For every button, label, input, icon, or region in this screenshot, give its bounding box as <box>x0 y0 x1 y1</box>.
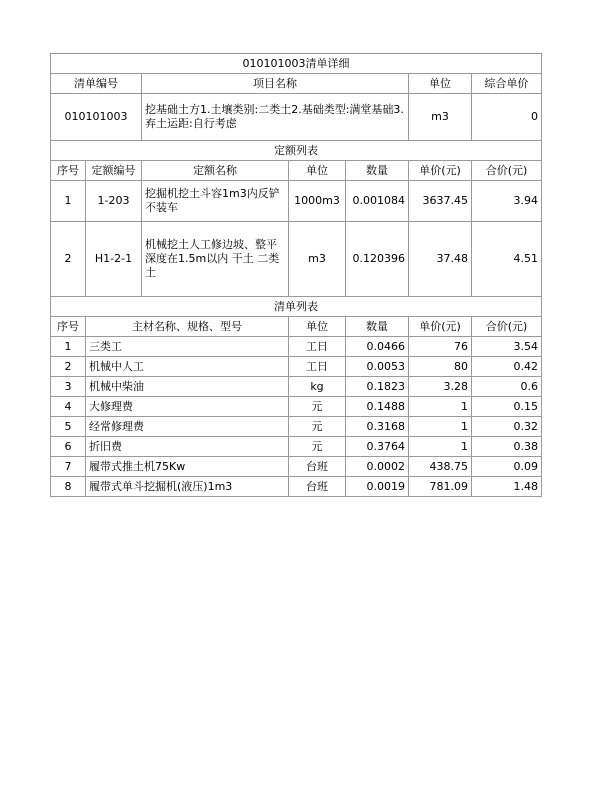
list-row <box>51 337 542 357</box>
list-col-total: 合价(元) <box>472 317 542 337</box>
quota-row <box>51 181 542 222</box>
item-row <box>51 94 542 141</box>
list-total: 0.42 <box>472 357 542 377</box>
quota-price: 37.48 <box>409 222 472 297</box>
list-no: 1 <box>51 337 86 357</box>
list-section-title: 清单列表 <box>51 297 542 317</box>
list-no: 4 <box>51 397 86 417</box>
header-item-name: 项目名称 <box>142 74 409 94</box>
list-no: 6 <box>51 437 86 457</box>
list-qty: 0.0019 <box>346 477 409 497</box>
quota-col-name: 定额名称 <box>142 161 289 181</box>
quota-col-total: 合价(元) <box>472 161 542 181</box>
list-col-name: 主材名称、规格、型号 <box>86 317 289 337</box>
quota-section-title: 定额列表 <box>51 141 542 161</box>
list-row <box>51 477 542 497</box>
item-unit: m3 <box>409 94 472 141</box>
quota-total: 3.94 <box>472 181 542 222</box>
list-qty: 0.0466 <box>346 337 409 357</box>
quota-unit: m3 <box>289 222 346 297</box>
list-body <box>51 337 542 497</box>
list-name: 大修理费 <box>86 397 289 417</box>
header-unit: 单位 <box>409 74 472 94</box>
quota-row <box>51 222 542 297</box>
list-unit: 工日 <box>289 357 346 377</box>
list-no: 8 <box>51 477 86 497</box>
list-unit: 台班 <box>289 477 346 497</box>
list-price: 80 <box>409 357 472 377</box>
list-unit: 元 <box>289 397 346 417</box>
quota-code: 1-203 <box>86 181 142 222</box>
list-row <box>51 457 542 477</box>
quota-qty: 0.120396 <box>346 222 409 297</box>
list-name: 机械中人工 <box>86 357 289 377</box>
quota-price: 3637.45 <box>409 181 472 222</box>
list-name: 三类工 <box>86 337 289 357</box>
quota-name: 机械挖土人工修边坡、整平 深度在1.5m以内 干土 二类土 <box>142 222 289 297</box>
quota-col-code: 定额编号 <box>86 161 142 181</box>
list-col-qty: 数量 <box>346 317 409 337</box>
list-total: 3.54 <box>472 337 542 357</box>
quota-qty: 0.001084 <box>346 181 409 222</box>
list-qty: 0.1488 <box>346 397 409 417</box>
list-price: 3.28 <box>409 377 472 397</box>
quota-col-price: 单价(元) <box>409 161 472 181</box>
list-price: 1 <box>409 437 472 457</box>
list-name: 折旧费 <box>86 437 289 457</box>
list-total: 0.09 <box>472 457 542 477</box>
item-price: 0 <box>472 94 542 141</box>
list-total: 0.32 <box>472 417 542 437</box>
header-unit-price: 综合单价 <box>472 74 542 94</box>
list-col-unit: 单位 <box>289 317 346 337</box>
list-total: 1.48 <box>472 477 542 497</box>
item-code: 010101003 <box>51 94 142 141</box>
item-header-row <box>51 74 542 94</box>
item-name: 挖基础土方1.土壤类别:二类土2.基础类型:满堂基础3.弃土运距:自行考虑 <box>142 94 409 141</box>
quota-col-no: 序号 <box>51 161 86 181</box>
list-name: 履带式推土机75Kw <box>86 457 289 477</box>
list-qty: 0.3168 <box>346 417 409 437</box>
list-unit: 元 <box>289 417 346 437</box>
list-price: 76 <box>409 337 472 357</box>
list-name: 履带式单斗挖掘机(液压)1m3 <box>86 477 289 497</box>
list-name: 经常修理费 <box>86 417 289 437</box>
list-total: 0.6 <box>472 377 542 397</box>
list-row <box>51 377 542 397</box>
list-col-price: 单价(元) <box>409 317 472 337</box>
list-no: 2 <box>51 357 86 377</box>
quota-no: 1 <box>51 181 86 222</box>
bill-detail-table <box>50 53 542 497</box>
list-no: 7 <box>51 457 86 477</box>
list-row <box>51 397 542 417</box>
list-header-row <box>51 317 542 337</box>
list-qty: 0.3764 <box>346 437 409 457</box>
list-price: 1 <box>409 397 472 417</box>
list-no: 3 <box>51 377 86 397</box>
list-price: 781.09 <box>409 477 472 497</box>
list-col-no: 序号 <box>51 317 86 337</box>
quota-no: 2 <box>51 222 86 297</box>
list-unit: 元 <box>289 437 346 457</box>
list-row <box>51 437 542 457</box>
quota-col-unit: 单位 <box>289 161 346 181</box>
quota-header-row <box>51 161 542 181</box>
list-total: 0.38 <box>472 437 542 457</box>
list-qty: 0.0002 <box>346 457 409 477</box>
list-name: 机械中柴油 <box>86 377 289 397</box>
quota-col-qty: 数量 <box>346 161 409 181</box>
list-unit: 台班 <box>289 457 346 477</box>
list-row <box>51 417 542 437</box>
list-price: 438.75 <box>409 457 472 477</box>
header-code: 清单编号 <box>51 74 142 94</box>
list-qty: 0.1823 <box>346 377 409 397</box>
list-unit: kg <box>289 377 346 397</box>
quota-unit: 1000m3 <box>289 181 346 222</box>
list-total: 0.15 <box>472 397 542 417</box>
sheet-title: 010101003清单详细 <box>51 54 542 74</box>
list-unit: 工日 <box>289 337 346 357</box>
list-row <box>51 357 542 377</box>
list-price: 1 <box>409 417 472 437</box>
quota-name: 挖掘机挖土斗容1m3内反铲 不装车 <box>142 181 289 222</box>
list-no: 5 <box>51 417 86 437</box>
list-qty: 0.0053 <box>346 357 409 377</box>
quota-code: H1-2-1 <box>86 222 142 297</box>
quota-total: 4.51 <box>472 222 542 297</box>
